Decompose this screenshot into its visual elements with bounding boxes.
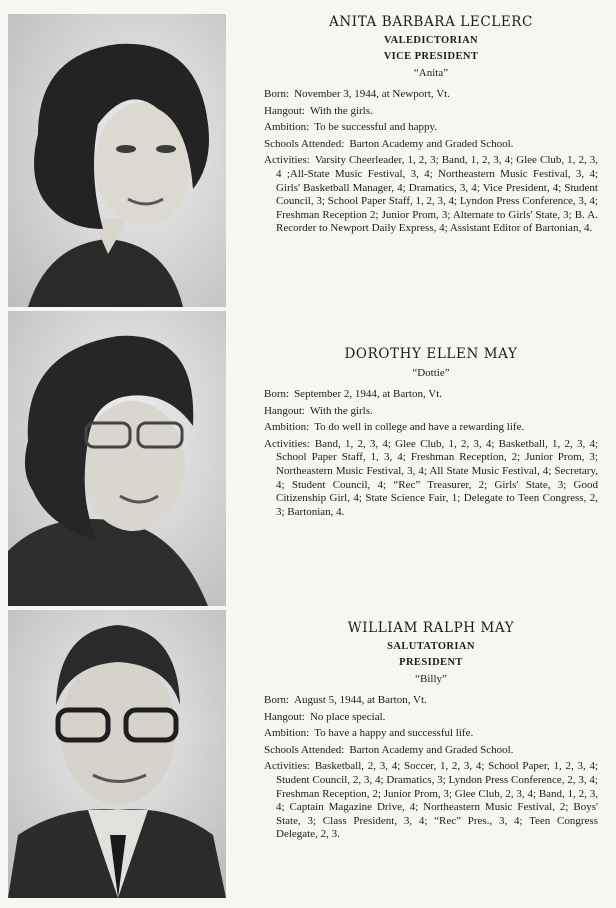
student-name: DOROTHY ELLEN MAY — [344, 346, 518, 362]
activities-field — [264, 154, 598, 236]
student-entry-dorothy — [264, 346, 598, 522]
portrait-photo-anita — [8, 14, 226, 307]
activities-value: Varsity Cheerleader, 1, 2, 3; Band, 1, 2, 3, 4; Glee Club, 1, 2, 3, 4 ;All-State Music Festival, 3, 4; Northeastern Music Festival, 3, 4; Girls' Basketball Manager, 4; Dramatics, 3, 4; Vice President, 4; Student Council, 3; School Paper Staff, 1, 2, 3, 4; Lyndon Press Conference, 3, 4; Freshman Reception 2; Junior Prom, 3; Alternate to Girls' State, 3; B. A. Recorder to Newport Daily Express, 4; Assistant Editor of Bartonian, 4. — [276, 154, 598, 235]
student-name: ANITA BARBARA LECLERC — [329, 14, 533, 30]
student-nickname: “Dottie” — [412, 367, 450, 379]
ambition-label: Ambition: — [264, 421, 310, 434]
born-field — [264, 388, 598, 402]
ambition-label: Ambition: — [264, 121, 310, 134]
schools-field — [264, 744, 598, 758]
ambition-value: To do well in college and have a rewarding life. — [314, 421, 525, 434]
ambition-field — [264, 727, 598, 741]
student-title: PRESIDENT — [399, 657, 463, 668]
schools-label: Schools Attended: — [264, 743, 345, 756]
ambition-value: To have a happy and successful life. — [314, 727, 474, 740]
student-title: VALEDICTORIAN — [383, 35, 479, 46]
student-name: WILLIAM RALPH MAY — [347, 620, 515, 636]
hangout-field — [264, 405, 598, 419]
schools-label: Schools Attended: — [264, 137, 345, 150]
born-value: September 2, 1944, at Barton, Vt. — [294, 388, 443, 400]
hangout-value: No place special. — [309, 710, 386, 723]
schools-value: Barton Academy and Graded School. — [349, 743, 514, 756]
student-entry-anita — [264, 14, 598, 239]
student-entry-william — [264, 620, 598, 845]
student-title: VICE PRESIDENT — [383, 51, 479, 62]
ambition-value: To be successful and happy. — [314, 121, 438, 134]
born-label: Born: — [264, 694, 290, 706]
activities-value: Band, 1, 2, 3, 4; Glee Club, 1, 2, 3, 4; Basketball, 1, 2, 3, 4; School Paper Staff, 1, 3, 4; Freshman Reception, 2; Junior Prom, 3; Northeastern Music Festival, 3, 4; All State Music Festival, 4; Secretary, 4; Student Council, 4; “Rec” Treasurer, 2; Girls' State, 3; Good Citizenship Girl, 4; State Science Fair, 1; Delegate to Teen Congress, 2, 3; Bartonian, 4. — [276, 437, 598, 518]
student-title: SALUTATORIAN — [387, 641, 475, 652]
hangout-field — [264, 105, 598, 119]
activities-value: Basketball, 2, 3, 4; Soccer, 1, 2, 3, 4; School Paper, 1, 2, 3, 4; Student Council, 2, 3, 4; Dramatics, 3; Lyndon Press Conference, 2, 3, 4; Freshman Reception, 2; Junior Prom, 3; Glee Club, 2, 3, 4; Band, 1, 2, 3, 4; Captain Magazine Drive, 4; Northeastern Music Festival, 2; Boys' State, 3; Class President, 3, 4; “Rec” Pres., 3, 4; Teen Congress Delegate, 2, 3. — [276, 760, 598, 841]
activities-field — [264, 438, 598, 520]
activities-label: Activities: — [264, 154, 310, 167]
hangout-value: With the girls. — [309, 104, 373, 117]
born-value: August 5, 1944, at Barton, Vt. — [294, 694, 427, 706]
ambition-label: Ambition: — [264, 727, 310, 740]
schools-field — [264, 138, 598, 152]
ambition-field — [264, 121, 598, 135]
born-field — [264, 88, 598, 102]
born-label: Born: — [264, 88, 290, 100]
activities-label: Activities: — [264, 760, 310, 773]
activities-field — [264, 760, 598, 842]
hangout-field — [264, 711, 598, 725]
student-nickname: “Anita” — [413, 67, 449, 79]
born-value: November 3, 1944, at Newport, Vt. — [294, 88, 450, 100]
portrait-photo-dorothy — [8, 311, 226, 606]
student-nickname: “Billy” — [415, 673, 447, 685]
ambition-field — [264, 421, 598, 435]
schools-value: Barton Academy and Graded School. — [349, 137, 514, 150]
hangout-label: Hangout: — [264, 404, 305, 417]
hangout-label: Hangout: — [264, 710, 305, 723]
hangout-label: Hangout: — [264, 104, 305, 117]
activities-label: Activities: — [264, 437, 310, 450]
hangout-value: With the girls. — [309, 404, 373, 417]
born-label: Born: — [264, 388, 290, 400]
born-field — [264, 694, 598, 708]
portrait-photo-william — [8, 610, 226, 898]
